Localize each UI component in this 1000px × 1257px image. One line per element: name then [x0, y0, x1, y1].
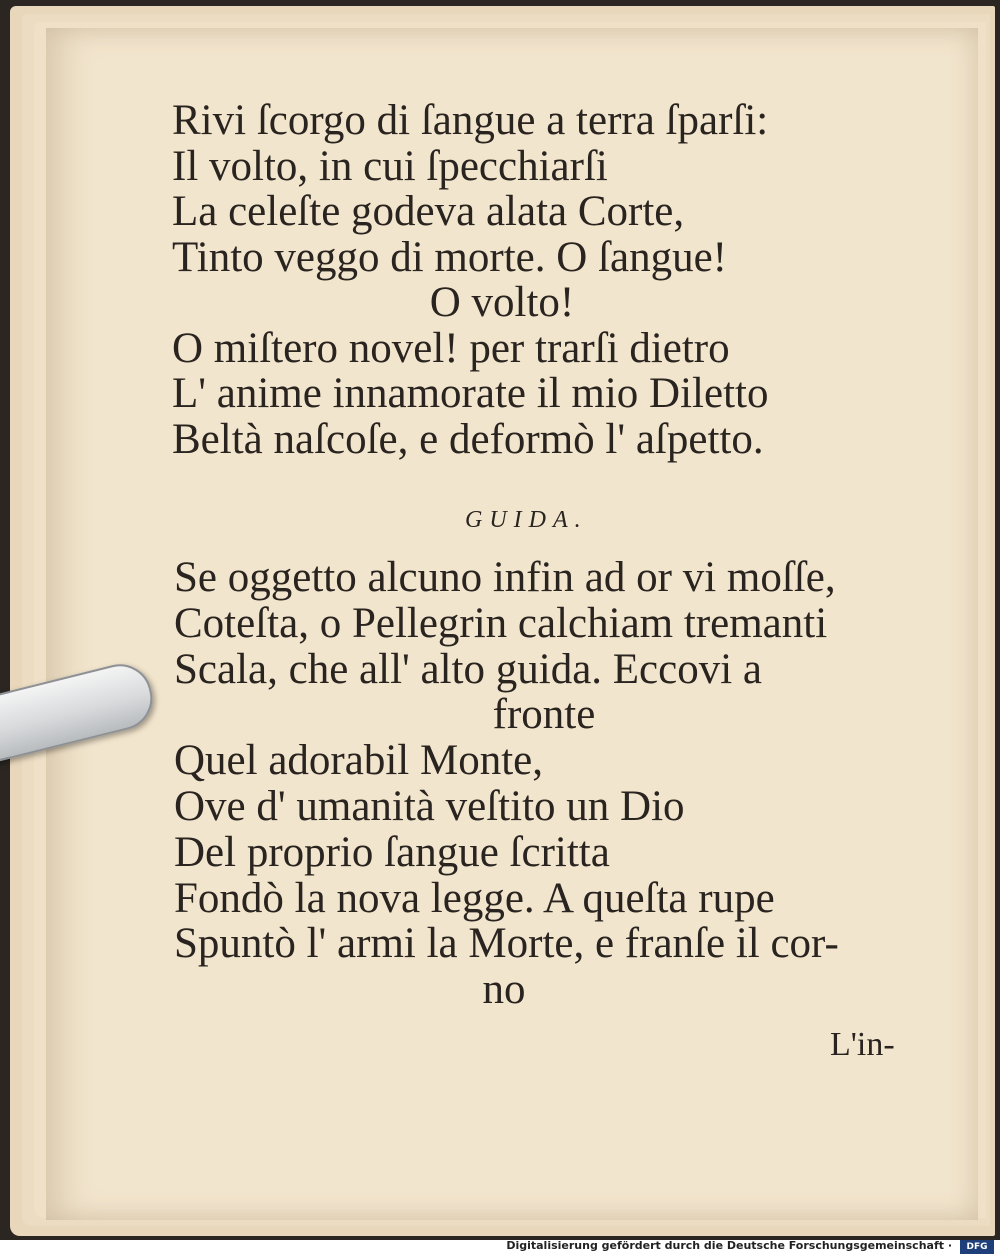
- verse-block-bottom: [174, 555, 894, 1013]
- verse-line: O miſtero novel! per trarſi dietro: [172, 324, 730, 372]
- verse-line: Quel adorabil Monte,: [174, 737, 543, 785]
- verse-line: La celeſte godeva alata Corte,: [172, 188, 685, 235]
- section-heading: GUIDA.: [465, 507, 588, 533]
- verse-line: Rivi ſcorgo di ſangue a terra ſparſi:: [172, 97, 769, 144]
- verse-line: Fondò la nova legge. A queſta rupe: [174, 874, 775, 922]
- verse-block-top: [172, 98, 892, 462]
- verse-line: Beltà naſcoſe, e deformò l' aſpetto.: [172, 415, 764, 463]
- verse-line: L' anime innamorate il mio Diletto: [172, 370, 769, 417]
- verse-line: Se oggetto alcuno infin ad or vi moſſe,: [174, 554, 836, 601]
- catchword: L'in-: [830, 1026, 895, 1063]
- verse-line: no: [482, 966, 526, 1014]
- verse-line: Ove d' umanità veſtito un Dio: [174, 782, 685, 830]
- verse-line: Scala, che all' alto guida. Eccovi a: [174, 645, 762, 693]
- verse-line: fronte: [492, 691, 596, 739]
- verse-line: Il volto, in cui ſpecchiarſi: [172, 142, 608, 190]
- verse-line: Del proprio ſangue ſcritta: [174, 828, 610, 876]
- verse-line: Spuntò l' armi la Morte, e franſe il cor-: [174, 920, 839, 968]
- verse-line: Coteſta, o Pellegrin calchiam tremanti: [174, 599, 828, 647]
- dfg-logo-icon: DFG: [960, 1240, 994, 1254]
- verse-line: Tinto veggo di morte. O ſangue!: [172, 233, 727, 281]
- footer-credit: Digitalisierung gefördert durch die Deutsche Forschungsgemeinschaft ·: [506, 1239, 952, 1252]
- verse-line: O volto!: [429, 279, 575, 326]
